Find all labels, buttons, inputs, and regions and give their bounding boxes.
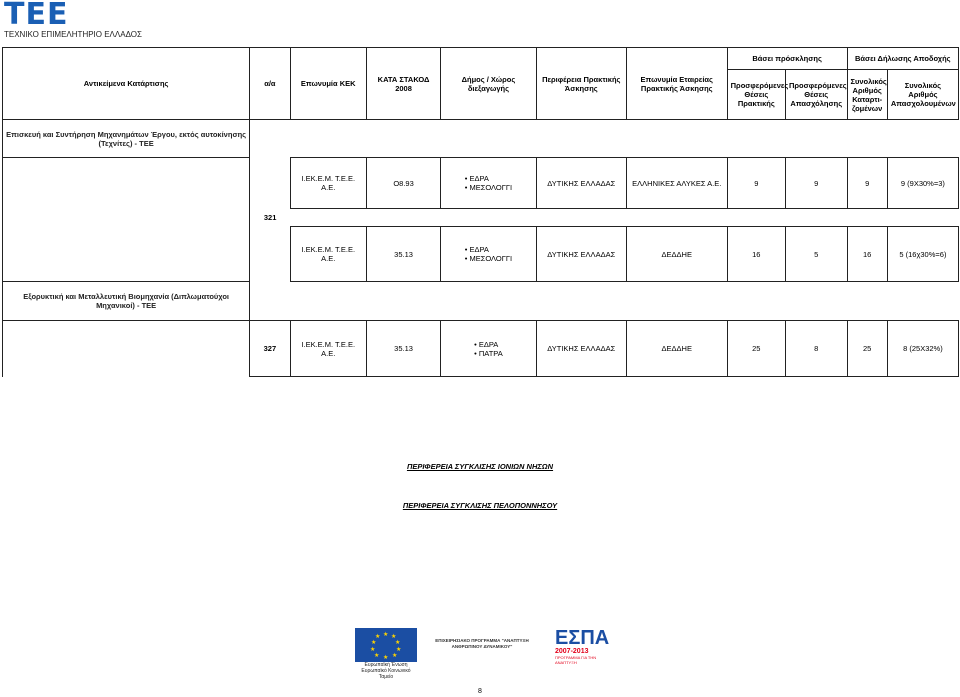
- table-row: [3, 209, 959, 227]
- practice-positions: 16: [727, 227, 785, 282]
- stakod: 35.13: [366, 227, 440, 282]
- eu-logo: [355, 628, 417, 680]
- espa-title: ΕΣΠΑ: [555, 627, 610, 649]
- place-city: • ΜΕΣΟΛΟΓΓΙ: [465, 254, 512, 263]
- practice-positions: 9: [727, 158, 785, 209]
- header-place: Δήμος / Χώρος διεξαγωγής: [441, 48, 536, 120]
- trainees: 9: [847, 158, 887, 209]
- header-company: Επωνυμία Εταιρείας Πρακτικής Άσκησης: [626, 48, 727, 120]
- page-number: 8: [478, 688, 482, 695]
- employed: 5 (16χ30%=6): [887, 227, 958, 282]
- row-number: 327: [250, 321, 290, 377]
- trainees: 25: [847, 321, 887, 377]
- place-city: • ΜΕΣΟΛΟΓΓΙ: [465, 183, 512, 192]
- eu-subtext: Ευρωπαϊκό Κοινωνικό Ταμείο: [361, 668, 411, 680]
- header-aa: α/α: [250, 48, 290, 120]
- training-table: [2, 47, 959, 377]
- kek-name: Ι.ΕΚ.Ε.Μ. Τ.Ε.Ε. Α.Ε.: [290, 227, 366, 282]
- header-region: Περιφέρεια Πρακτικής Άσκησης: [536, 48, 626, 120]
- section-title: Επισκευή και Συντήρηση Μηχανημάτων Έργου, εκτός αυτοκίνησης (Τεχνίτες) - ΤΕΕ: [3, 120, 250, 158]
- company: ΕΛΛΗΝΙΚΕΣ ΑΛΥΚΕΣ Α.Ε.: [626, 158, 727, 209]
- header-employed: Συνολικός Αριθμός Απασχολουμένων: [887, 70, 958, 120]
- place-seat: • ΕΔΡΑ: [465, 245, 512, 254]
- header-practice-positions: Προσφερόμενες Θέσεις Πρακτικής: [727, 70, 785, 120]
- region: ΔΥΤΙΚΗΣ ΕΛΛΑΔΑΣ: [536, 158, 626, 209]
- place-seat: • ΕΔΡΑ: [474, 340, 503, 349]
- table-row: [3, 227, 959, 282]
- company: ΔΕΔΔΗΕ: [626, 227, 727, 282]
- header-subjects: Αντικείμενα Κατάρτισης: [3, 48, 250, 120]
- eu-text: Ευρωπαϊκή Ένωση: [364, 662, 408, 668]
- place-cell: [441, 321, 536, 377]
- row-number: 321: [263, 213, 277, 222]
- employment-positions: 8: [785, 321, 847, 377]
- region: ΔΥΤΙΚΗΣ ΕΛΛΑΔΑΣ: [536, 321, 626, 377]
- employment-positions: 9: [785, 158, 847, 209]
- place-cell: [441, 158, 536, 209]
- table-row: [3, 321, 959, 377]
- trainees: 16: [847, 227, 887, 282]
- header-stakod: ΚΑΤΑ ΣΤΑΚΟΔ 2008: [366, 48, 440, 120]
- espa-years: 2007-2013: [555, 648, 589, 655]
- header-kek: Επωνυμία ΚΕΚ: [290, 48, 366, 120]
- eu-flag-icon: ★ ★ ★ ★ ★ ★ ★ ★ ★ ★: [355, 628, 417, 662]
- region-heading: ΠΕΡΙΦΕΡΕΙΑ ΣΥΓΚΛΙΣΗΣ ΙΟΝΙΩΝ ΝΗΣΩΝ: [406, 462, 554, 471]
- header-employment-positions: Προσφερόμενες Θέσεις Απασχόλησης: [785, 70, 847, 120]
- kek-name: Ι.ΕΚ.Ε.Μ. Τ.Ε.Ε. Α.Ε.: [290, 158, 366, 209]
- header-trainees: Συνολικός Αριθμός Καταρτι-ζομένων: [847, 70, 887, 120]
- practice-positions: 25: [727, 321, 785, 377]
- header-group-invitation: Βάσει πρόσκλησης: [727, 48, 847, 70]
- espa-logo: [555, 628, 615, 678]
- stakod: 35.13: [366, 321, 440, 377]
- company: ΔΕΔΔΗΕ: [626, 321, 727, 377]
- region: ΔΥΤΙΚΗΣ ΕΛΛΑΔΑΣ: [536, 227, 626, 282]
- header-group-acceptance: Βάσει Δήλωσης Αποδοχής: [847, 48, 958, 70]
- table-row: [3, 158, 959, 209]
- employed: 9 (9Χ30%=3): [887, 158, 958, 209]
- stakod: Ο8.93: [366, 158, 440, 209]
- espa-subtitle: ΠΡΟΓΡΑΜΜΑ ΓΙΑ ΤΗΝ ΑΝΑΠΤΥΞΗ: [555, 655, 597, 665]
- logo-subtitle: ΤΕΧΝΙΚΟ ΕΠΙΜΕΛΗΤΗΡΙΟ ΕΛΛΑΔΟΣ: [4, 30, 142, 39]
- place-cell: [441, 227, 536, 282]
- kek-name: Ι.ΕΚ.Ε.Μ. Τ.Ε.Ε. Α.Ε.: [290, 321, 366, 377]
- tee-logo: [2, 0, 162, 40]
- employed: 8 (25Χ32%): [887, 321, 958, 377]
- section-title: Εξορυκτική και Μεταλλευτική Βιομηχανία (Διπλωματούχοι Μηχανικοί) - ΤΕΕ: [3, 282, 250, 321]
- logo-mark: TEE: [4, 0, 69, 32]
- place-seat: • ΕΔΡΑ: [465, 174, 512, 183]
- region-heading: ΠΕΡΙΦΕΡΕΙΑ ΣΥΓΚΛΙΣΗΣ ΠΕΛΟΠΟΝΝΗΣΟΥ: [402, 501, 558, 510]
- place-city: • ΠΑΤΡΑ: [474, 349, 503, 358]
- employment-positions: 5: [785, 227, 847, 282]
- operational-programme: ΕΠΙΧΕΙΡΗΣΙΑΚΟ ΠΡΟΓΡΑΜΜΑ "ΑΝΑΠΤΥΞΗ ΑΝΘΡΩΠΙΝΟΥ ΔΥΝΑΜΙΚΟΥ": [435, 638, 529, 649]
- footer-logos: [355, 628, 615, 684]
